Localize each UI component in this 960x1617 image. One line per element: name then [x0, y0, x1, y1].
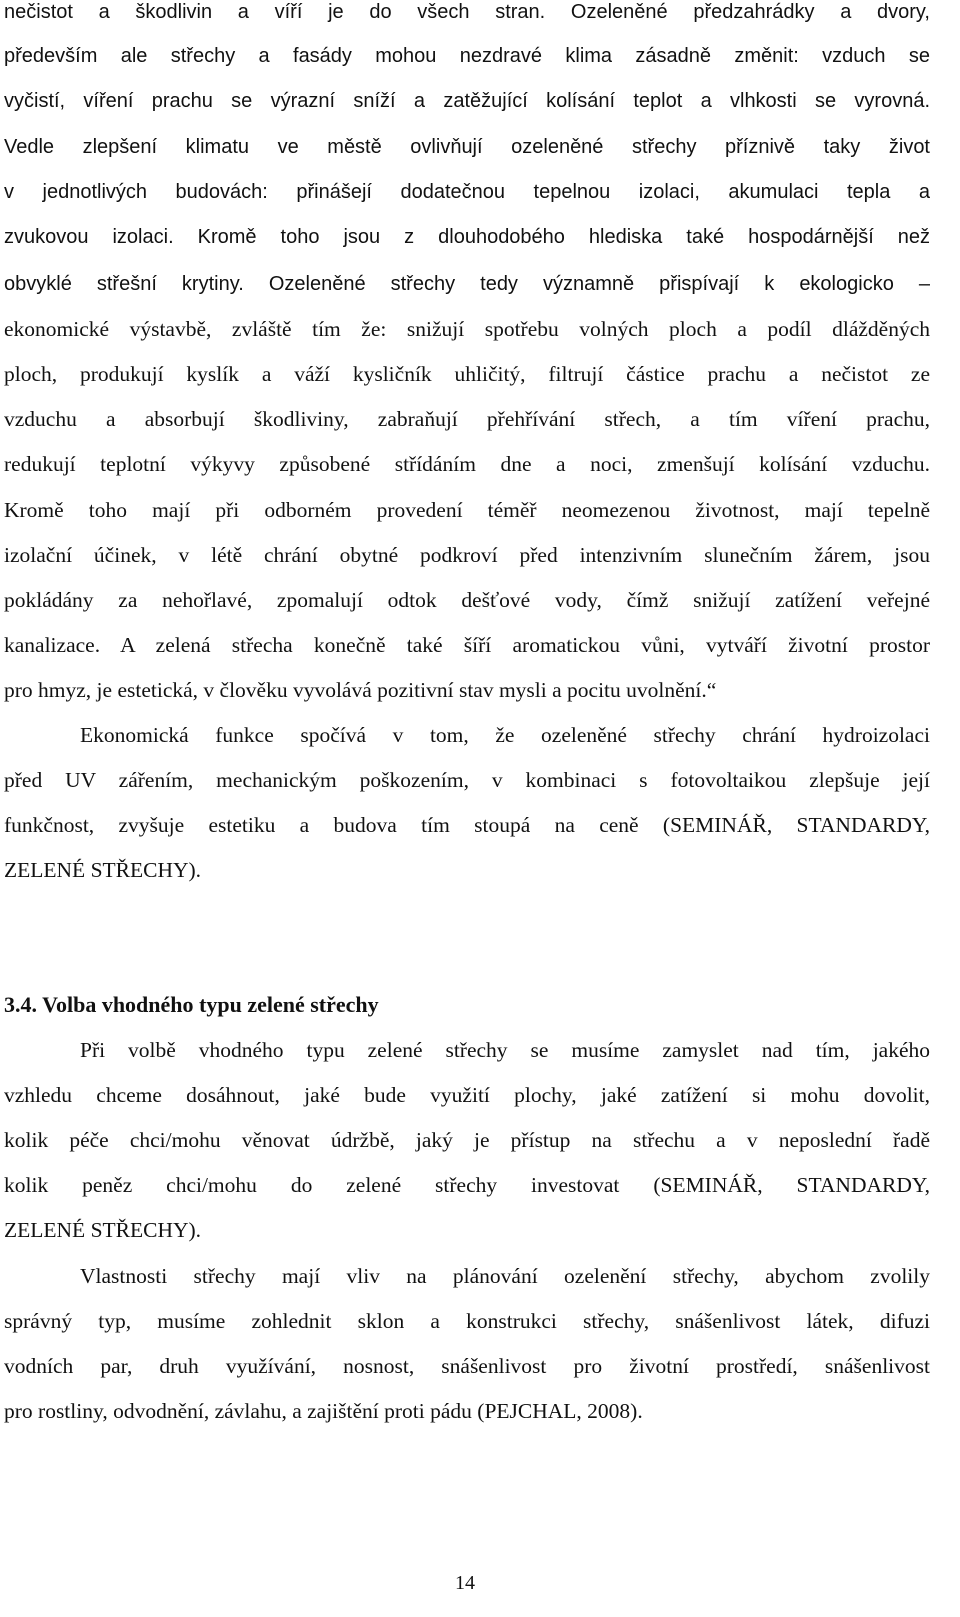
text-line: Při volbě vhodného typu zelené střechy se musíme zamyslet nad tím, jakého	[80, 1038, 930, 1062]
text-line: ploch, produkují kyslík a váží kysličník uhličitý, filtrují částice prachu a nečistot ze	[4, 362, 930, 386]
text-line: vodních par, druh využívání, nosnost, snášenlivost pro životní prostředí, snášenlivost	[4, 1354, 930, 1378]
text-line: pro rostliny, odvodnění, závlahu, a zajištění proti pádu (PEJCHAL, 2008).	[4, 1399, 643, 1423]
text-line: obvyklé střešní krytiny. Ozeleněné střechy tedy významně přispívají k ekologicko –	[4, 273, 930, 295]
text-line: Ekonomická funkce spočívá v tom, že ozeleněné střechy chrání hydroizolaci	[80, 723, 930, 747]
text-line: ZELENÉ STŘECHY).	[4, 858, 202, 882]
text-line: ekonomické výstavbě, zvláště tím že: snižují spotřebu volných ploch a podíl dlážděných	[4, 317, 930, 341]
text-line: vzhledu chceme dosáhnout, jaké bude využití plochy, jaké zatížení si mohu dovolit,	[4, 1083, 930, 1107]
text-line: pokládány za nehořlavé, zpomalují odtok dešťové vody, čímž snižují zatížení veřejné	[4, 588, 930, 612]
text-line: před UV zářením, mechanickým poškozením, v kombinaci s fotovoltaikou zlepšuje její	[4, 768, 930, 792]
text-line: kanalizace. A zelená střecha konečně také šíří aromatickou vůni, vytváří životní prostor	[4, 633, 930, 657]
text-line: Vedle zlepšení klimatu ve městě ovlivňují ozeleněné střechy příznivě taky život	[4, 136, 930, 158]
text-line: Kromě toho mají při odborném provedení téměř neomezenou životnost, mají tepelně	[4, 498, 930, 522]
text-line: funkčnost, zvyšuje estetiku a budova tím stoupá na ceně (SEMINÁŘ, STANDARDY,	[4, 813, 930, 837]
text-line: redukují teplotní výkyvy způsobené střídáním dne a noci, zmenšují kolísání vzduchu.	[4, 452, 930, 476]
text-line: především ale střechy a fasády mohou nezdravé klima zásadně změnit: vzduch se	[4, 45, 930, 67]
text-line: správný typ, musíme zohlednit sklon a konstrukci střechy, snášenlivost látek, difuzi	[4, 1309, 930, 1333]
text-line: ZELENÉ STŘECHY).	[4, 1218, 202, 1242]
text-line: vzduchu a absorbují škodliviny, zabraňují přehřívání střech, a tím víření prachu,	[4, 407, 930, 431]
text-line: pro hmyz, je estetická, v člověku vyvolává pozitivní stav mysli a pocitu uvolnění.“	[4, 678, 717, 702]
text-line: Vlastnosti střechy mají vliv na plánování ozelenění střechy, abychom zvolily	[80, 1264, 930, 1288]
text-line: kolik péče chci/mohu věnovat údržbě, jaký je přístup na střechu a v neposlední řadě	[4, 1128, 930, 1152]
text-line: izolační účinek, v létě chrání obytné podkroví před intenzivním slunečním žárem, jsou	[4, 543, 930, 567]
text-line: v jednotlivých budovách: přinášejí dodatečnou tepelnou izolaci, akumulaci tepla a	[4, 181, 930, 203]
section-heading: 3.4. Volba vhodného typu zelené střechy	[4, 992, 379, 1017]
page-number: 14	[455, 1572, 475, 1594]
text-line: kolik peněz chci/mohu do zelené střechy investovat (SEMINÁŘ, STANDARDY,	[4, 1173, 930, 1197]
text-line: vyčistí, víření prachu se výrazní sníží a zatěžující kolísání teplot a vlhkosti se vyrovná.	[4, 90, 930, 112]
text-line: nečistot a škodlivin a víří je do všech stran. Ozeleněné předzahrádky a dvory,	[4, 1, 930, 23]
text-line: zvukovou izolaci. Kromě toho jsou z dlouhodobého hlediska také hospodárnější než	[4, 226, 930, 248]
